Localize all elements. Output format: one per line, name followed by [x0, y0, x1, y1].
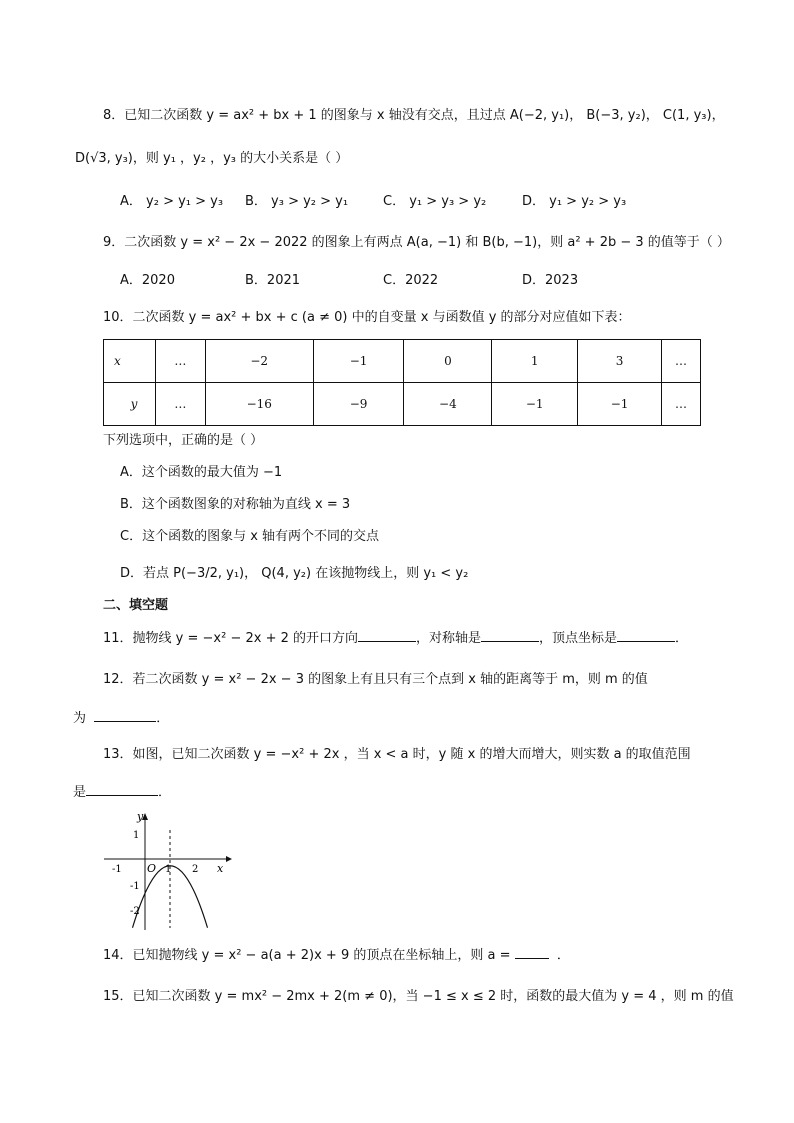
q9-option-a: A．2020: [120, 273, 175, 288]
tick-label-y-neg1: -1: [130, 881, 140, 892]
answer-blank[interactable]: [617, 629, 675, 642]
q8-option-b: B． y₃ > y₂ > y₁: [245, 194, 349, 209]
table-cell: …: [155, 383, 205, 426]
q9-option-b: B．2021: [245, 273, 301, 288]
q9-option-c: C．2022: [383, 273, 439, 288]
tick-label-x-2: 2: [192, 864, 199, 875]
q14-line: [103, 946, 570, 965]
q12-line2: [73, 709, 169, 728]
q11-text-a: 11．抛物线 y = −x² − 2x + 2 的开口方向: [103, 631, 359, 646]
answer-blank[interactable]: [358, 629, 416, 642]
table-row-x: [104, 340, 701, 383]
q8-option-d: D． y₁ > y₂ > y₃: [522, 194, 627, 209]
q13-text-a: 是: [73, 785, 87, 800]
q8-line1: 8．已知二次函数 y = ax² + bx + 1 的图象与 x 轴没有交点，且过点 A(−2, y₁)， B(−3, y₂)， C(1, y₃)，: [103, 108, 725, 123]
q13-text-b: ．: [158, 785, 172, 800]
table-cell: …: [155, 340, 205, 383]
q11-text-d: ．: [675, 631, 689, 646]
x-axis-arrow: [226, 856, 232, 862]
q10-option-b: B．这个函数图象的对称轴为直线 x = 3: [120, 497, 351, 512]
q11-text-c: ，顶点坐标是: [539, 631, 618, 646]
table-cell: …: [662, 383, 701, 426]
table-cell: −1: [492, 383, 578, 426]
answer-blank[interactable]: [86, 783, 158, 796]
tick-label-x-neg1: -1: [112, 864, 122, 875]
q13-line2: [73, 783, 171, 802]
answer-blank[interactable]: [515, 946, 549, 959]
answer-blank[interactable]: [94, 709, 156, 722]
table-cell: 1: [492, 340, 578, 383]
table-cell: −1: [578, 383, 662, 426]
q14-text-b: ．: [556, 948, 570, 963]
table-cell: −16: [205, 383, 313, 426]
table-cell: x: [104, 340, 156, 383]
y-axis-label: y: [137, 810, 144, 823]
tick-label-y-neg2: -2: [130, 906, 140, 917]
q10-value-table: [103, 339, 701, 426]
q13-line1: 13．如图，已知二次函数 y = −x² + 2x ，当 x < a 时，y 随 x 的增大而增大，则实数 a 的取值范围: [103, 747, 691, 762]
tick-label-x-1: 1: [165, 864, 172, 875]
q10-prompt: 下列选项中，正确的是（ ）: [103, 433, 264, 448]
table-cell: 3: [578, 340, 662, 383]
table-row-y: [104, 383, 701, 426]
q12-line1: 12．若二次函数 y = x² − 2x − 3 的图象上有且只有三个点到 x 轴的距离等于 m，则 m 的值: [103, 672, 648, 687]
table-cell: −2: [205, 340, 313, 383]
q8-option-c: C． y₁ > y₃ > y₂: [383, 194, 487, 209]
q12-text-b: ．: [156, 711, 170, 726]
table-cell: −4: [404, 383, 492, 426]
q14-text-a: 14．已知抛物线 y = x² − a(a + 2)x + 9 的顶点在坐标轴上，则 a =: [103, 948, 511, 963]
answer-blank[interactable]: [481, 629, 539, 642]
q11-text-b: ，对称轴是: [416, 631, 482, 646]
parabola-figure: [96, 810, 236, 935]
q10-option-d: D．若点 P(−3/2, y₁)， Q(4, y₂) 在该抛物线上，则 y₁ < y₂: [120, 566, 469, 581]
q15-text: 15．已知二次函数 y = mx² − 2mx + 2(m ≠ 0)，当 −1 ≤ x ≤ 2 时，函数的最大值为 y = 4 ，则 m 的值: [103, 989, 734, 1004]
q10-text: 10．二次函数 y = ax² + bx + c (a ≠ 0) 中的自变量 x 与函数值 y 的部分对应值如下表：: [103, 310, 631, 325]
origin-label: O: [147, 862, 157, 875]
x-axis-label: x: [217, 862, 224, 875]
q11-line: [103, 629, 688, 648]
q9-text: 9．二次函数 y = x² − 2x − 2022 的图象上有两点 A(a, −1) 和 B(b, −1)，则 a² + 2b − 3 的值等于（ ）: [103, 235, 730, 250]
table-cell: −1: [313, 340, 404, 383]
q8-line2: D(√3, y₃)，则 y₁ ，y₂ ，y₃ 的大小关系是（ ）: [75, 151, 349, 166]
q12-text-a: 为: [73, 711, 87, 726]
section-title: 二、填空题: [103, 598, 169, 613]
q8-option-a: A． y₂ > y₁ > y₃: [120, 194, 224, 209]
table-cell: 0: [404, 340, 492, 383]
q10-option-c: C．这个函数的图象与 x 轴有两个不同的交点: [120, 529, 380, 544]
q10-option-a: A．这个函数的最大值为 −1: [120, 465, 283, 480]
q9-option-d: D．2023: [522, 273, 579, 288]
table-cell: y: [104, 383, 156, 426]
table-cell: −9: [313, 383, 404, 426]
table-cell: …: [662, 340, 701, 383]
tick-label-y-1: 1: [133, 830, 140, 841]
